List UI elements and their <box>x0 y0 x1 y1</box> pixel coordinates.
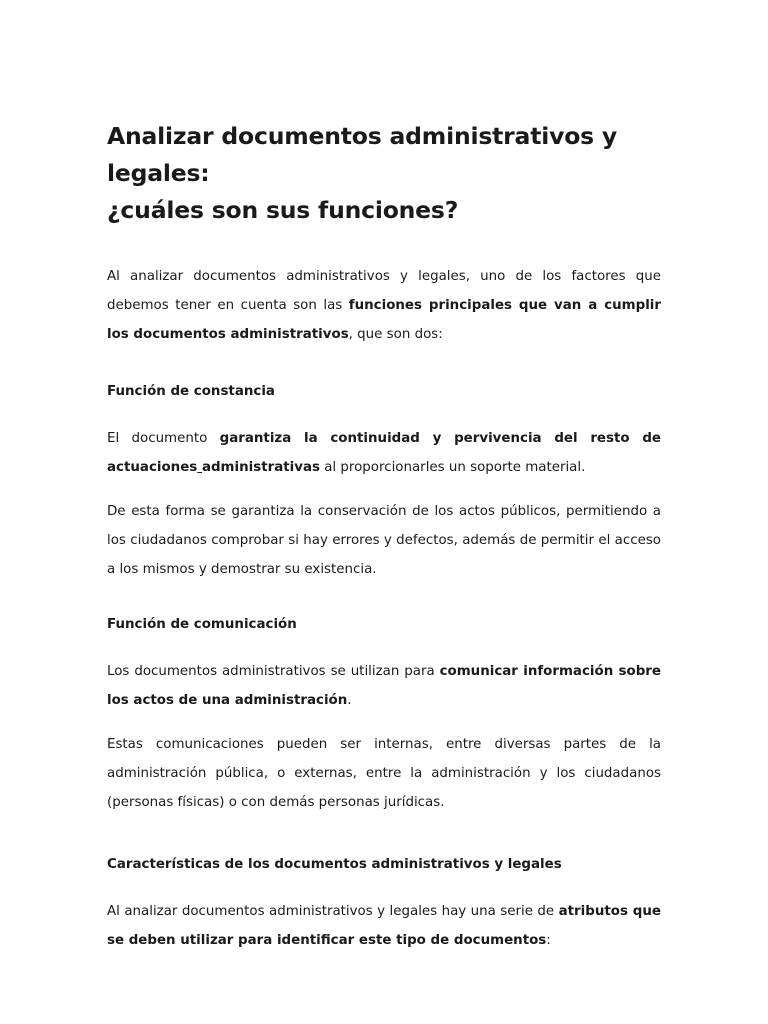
title-line-1: Analizar documentos administrativos y legales: <box>107 122 618 187</box>
caracteristicas-p1-bold: atributos que se deben utilizar para identificar este tipo de documentos <box>107 903 662 948</box>
constancia-paragraph-1 <box>107 424 661 482</box>
constancia-p1-bold-1: garantiza la continuidad y pervivencia del resto de actuaciones <box>107 430 662 475</box>
caracteristicas-paragraph-1 <box>107 897 661 955</box>
constancia-p1-bold-2: administrativas <box>201 459 320 475</box>
comunicacion-p1-bold: comunicar información sobre los actos de una administración <box>107 663 661 708</box>
constancia-p1-text-2: al proporcionarles un soporte material. <box>319 459 586 475</box>
intro-text-1: Al analizar documentos administrativos y legales, uno de los factores que debemos tener en cuenta son las <box>107 269 661 314</box>
title-line-2: ¿cuáles son sus funciones? <box>107 196 459 224</box>
comunicacion-paragraph-1 <box>107 657 661 715</box>
intro-text-2: , que son dos: <box>348 327 443 343</box>
intro-bold-1: funciones principales que van a cumplir los documentos administrativos <box>107 298 661 343</box>
intro-paragraph <box>107 262 661 350</box>
caracteristicas-p1-text-1: Al analizar documentos administrativos y legales hay una serie de <box>107 903 559 919</box>
document-title <box>107 118 661 229</box>
comunicacion-p1-text-2: . <box>347 692 352 708</box>
comunicacion-paragraph-2: Estas comunicaciones pueden ser internas, entre diversas partes de la administración pública, o externas, entre la administración y los ciudadanos (personas físicas) o con demás personas jurídicas. <box>107 737 661 811</box>
heading-funcion-comunicacion: Función de comunicación <box>107 616 297 632</box>
heading-caracteristicas: Características de los documentos administrativos y legales <box>107 856 562 872</box>
comunicacion-p1-text-1: Los documentos administrativos se utilizan para <box>107 663 440 679</box>
caracteristicas-p1-text-2: : <box>546 932 551 948</box>
constancia-p1-text-1: El documento <box>107 430 220 446</box>
heading-funcion-constancia: Función de constancia <box>107 383 275 399</box>
constancia-paragraph-2: De esta forma se garantiza la conservación de los actos públicos, permitiendo a los ciudadanos comprobar si hay errores y defectos, además de permitir el acceso a los mismos y demostrar su existencia. <box>107 504 661 578</box>
